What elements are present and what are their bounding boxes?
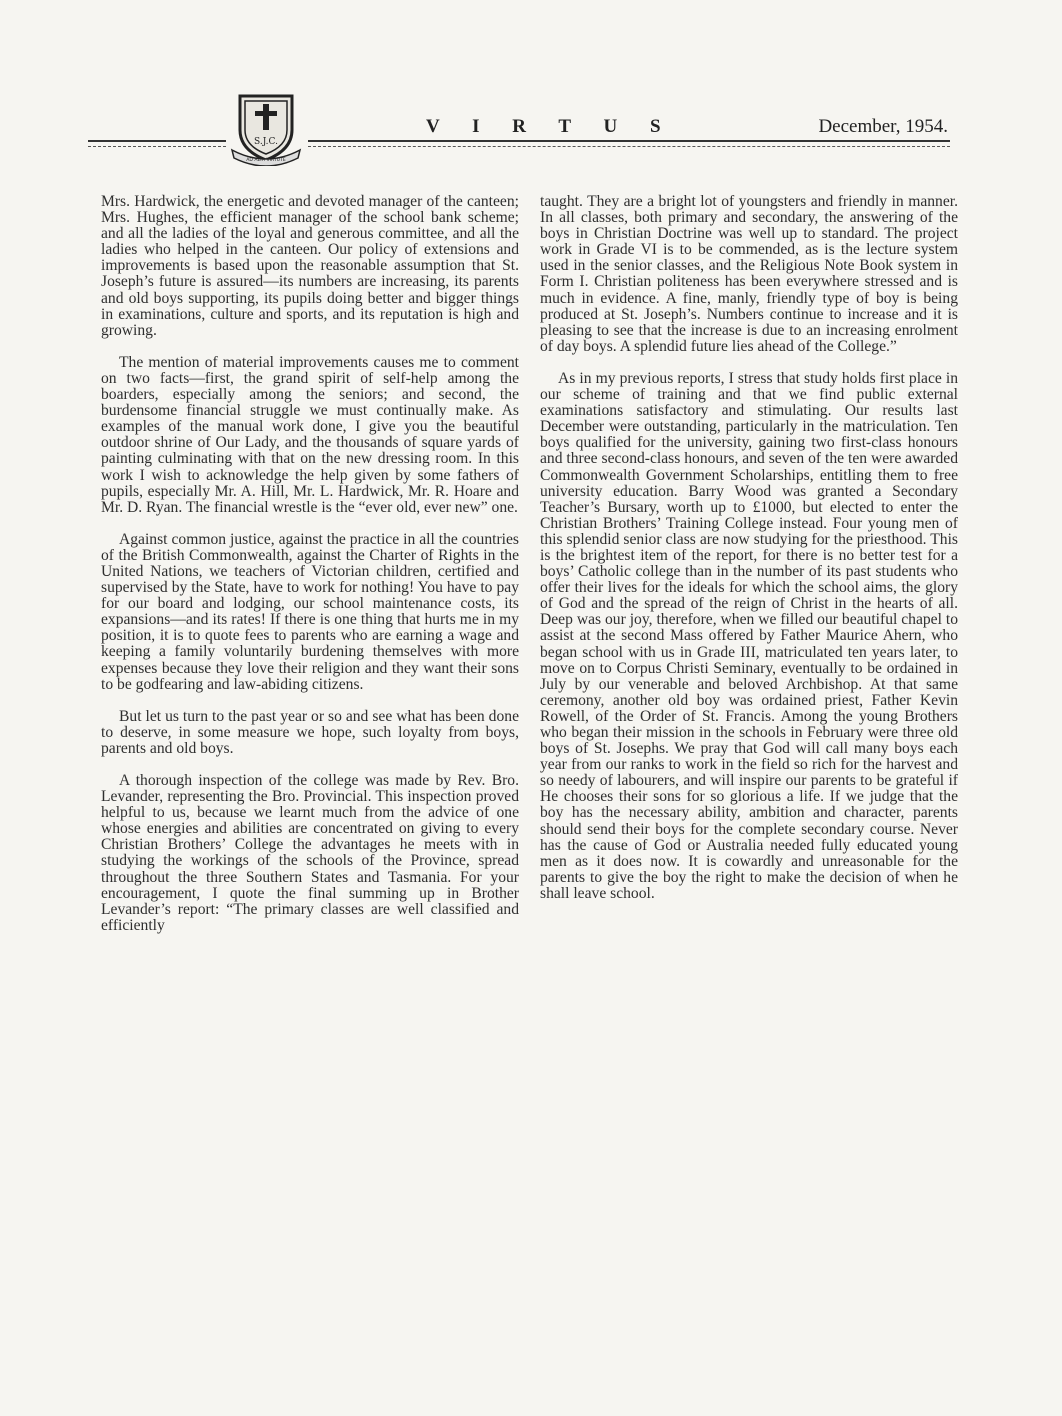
school-crest-icon bbox=[228, 90, 304, 166]
left-column bbox=[101, 194, 519, 950]
paragraph: taught. They are a bright lot of youngsters and friendly in manner. In all classes, both primary and secondary, the answering of the boys in Christian Doctrine was well up to standard. The project work in Grade VI is to be commended, as is the lecture system used in the senior classes, and the Religious Note Book system in Form I. Christian politeness has been everywhere stressed and is much in evidence. A fine, manly, friendly type of boy is being produced at St. Joseph’s. Numbers continue to increase and it is pleasing to see that the increase is due to an increasing enrolment of day boys. A splendid future lies ahead of the College.” bbox=[540, 193, 958, 355]
issue-date: December, 1954. bbox=[818, 116, 948, 137]
magazine-title: V I R T U S bbox=[426, 116, 675, 137]
header-rule-right bbox=[308, 140, 950, 147]
paragraph: As in my previous reports, I stress that study holds first place in our scheme of training and that we find public external examinations satisfactory and stimulating. Our results last December were outstanding, particularly in the matriculation. Ten boys qualified for the university, gaining two first-class honours and three second-class honours, and seven of the ten were awarded Commonwealth Government Scholarships, entitling them to free university education. Barry Wood was granted a Secondary Teacher’s Bursary, worth up to £1000, but elected to enter the Christian Brothers’ Training College instead. Four young men of this splendid senior class are now studying for the priesthood. This is the brightest item of the report, for there is no better test for a boys’ Catholic college than in the number of its past students who offer their lives for the ideals for which the school aims, the glory of God and the spread of the reign of Christ in the hearts of all. Deep was our joy, therefore, when we filled our beautiful chapel to assist at the second Mass offered by Father Maurice Ahern, who began school with us in Grade III, matriculated ten years later, to move on to Corpus Christi Seminary, eventually to be ordained in July by our venerable and beloved Archbishop. At that same ceremony, another old boy was ordained priest, Father Kevin Rowell, of the Order of St. Francis. Among the young Brothers who began their mission in the schools in February were three old boys of St. Josephs. We pray that God will call many boys each year from our ranks to work in the field so rich for the harvest and so needy of labourers, and will inspire our parents to be grateful if He chooses their sons for so glorious a life. If we judge that the boy has the necessary ability, ambition and character, parents should send their boys for the complete secondary course. Never has the cause of God or Australia needed fully educated young men as it does now. It is cowardly and unreasonable for the parents to give the boy the right to make the decision of when he shall leave school. bbox=[540, 369, 958, 902]
paragraph: Against common justice, against the practice in all the countries of the British Commonwealth, against the Charter of Rights in the United Nations, we teachers of Victorian children, certified and supervised by the State, have to work for nothing! You have to pay for our board and lodging, our school maintenance costs, its expansions—and its rates! If there is one thing that hurts me in my position, it is to quote fees to parents who are earning a wage and keeping a family voluntarily burdening themselves with more expenses because they love their religion and they want their sons to be godfearing and law-abiding citizens. bbox=[101, 530, 519, 693]
paragraph: But let us turn to the past year or so and see what has been done to deserve, in some measure we hope, such loyalty from boys, parents and old boys. bbox=[101, 707, 519, 757]
right-column bbox=[540, 194, 958, 918]
paragraph: Mrs. Hardwick, the energetic and devoted manager of the canteen; Mrs. Hughes, the efficient manager of the school bank scheme; and all the ladies of the loyal and generous committee, and all the ladies who helped in the canteen. Our policy of extensions and improvements is based upon the reasonable assumption that St. Joseph’s future is assured—its numbers are increasing, its parents and old boys supporting, its pupils doing better and bigger things in examinations, culture and sports, and its reputation is high and growing. bbox=[101, 193, 519, 339]
header-rule-left bbox=[88, 140, 226, 147]
paragraph: The mention of material improvements causes me to comment on two facts—first, the grand spirit of self-help among the boarders, especially among the seniors; and second, the burdensome financial struggle we must continually make. As examples of the manual work done, I give you the beautiful outdoor shrine of Our Lady, and the thousands of square yards of painting culminating with that on the new dressing room. In this work I wish to acknowledge the help given by some fathers of pupils, especially Mr. A. Hill, Mr. L. Hardwick, Mr. R. Hoare and Mr. D. Ryan. The financial wrestle is the “ever old, ever new” one. bbox=[101, 353, 519, 516]
page-header bbox=[88, 88, 950, 168]
crest-initials: S.J.C. bbox=[254, 137, 278, 147]
paragraph: A thorough inspection of the college was made by Rev. Bro. Levander, representing the Bro. Provincial. This inspection proved helpful to us, because we learnt much from the advice of one whose energies and abilities are concentrated on giving to every Christian Brothers’ College the advantages he meets with in studying the workings of the schools of the Province, spread throughout the three Southern States and Tasmania. For your encouragement, I quote the final summing up in Brother Levander’s report: “The primary classes are well classified and efficiently bbox=[101, 772, 519, 934]
crest-motto: AD ALTA VIRTUTE bbox=[246, 158, 286, 163]
